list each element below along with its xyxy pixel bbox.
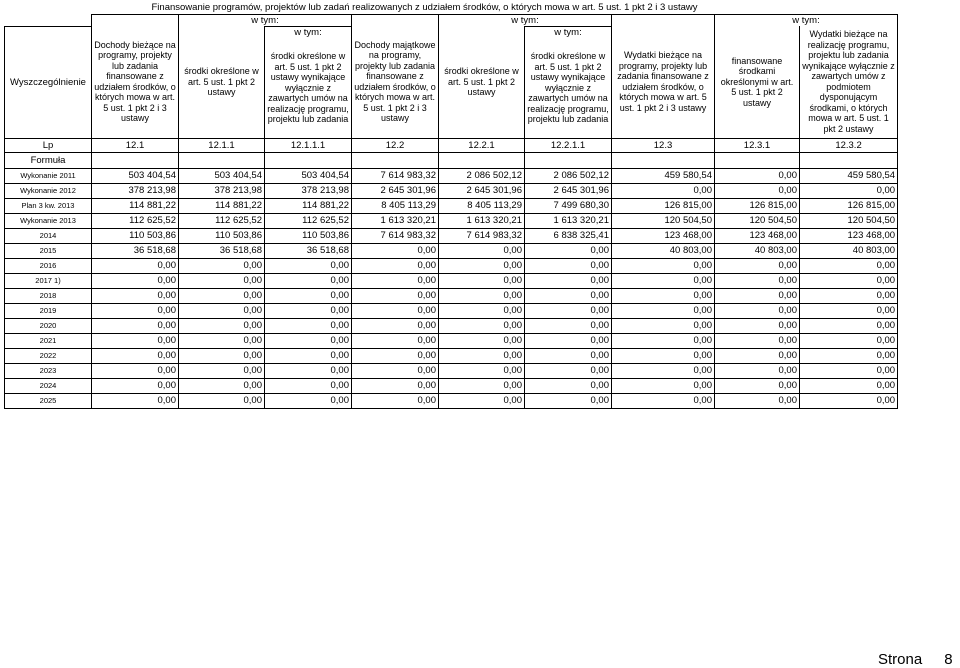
value-cell: 0,00: [352, 378, 439, 393]
value-cell: 0,00: [715, 393, 800, 408]
value-cell: 110 503,86: [265, 228, 352, 243]
value-cell: 0,00: [92, 288, 179, 303]
value-cell: 0,00: [800, 363, 898, 378]
w-tym-label: w tym:: [265, 26, 352, 38]
value-cell: 0,00: [179, 318, 265, 333]
value-cell: 0,00: [612, 273, 715, 288]
value-cell: 0,00: [265, 258, 352, 273]
value-cell: 7 499 680,30: [525, 198, 612, 213]
value-cell: 2 086 502,12: [525, 168, 612, 183]
formula-cell: [439, 152, 525, 168]
value-cell: 0,00: [265, 303, 352, 318]
row-label: 2014: [5, 228, 92, 243]
lp-code: 12.1: [92, 138, 179, 152]
value-cell: 503 404,54: [92, 168, 179, 183]
value-cell: 123 468,00: [612, 228, 715, 243]
value-cell: 126 815,00: [800, 198, 898, 213]
value-cell: 0,00: [715, 168, 800, 183]
value-cell: 0,00: [439, 243, 525, 258]
row-label: 2019: [5, 303, 92, 318]
value-cell: 0,00: [92, 363, 179, 378]
row-label: 2015: [5, 243, 92, 258]
row-label: 2020: [5, 318, 92, 333]
header-col-12-2: Dochody majątkowe na programy, projekty lub zadania finansowane z udziałem środków, o których mowa w art. 5 ust. 1 pkt 2 i 3 ustawy: [352, 26, 439, 138]
value-cell: 0,00: [525, 288, 612, 303]
row-label: 2016: [5, 258, 92, 273]
formula-cell: [352, 152, 439, 168]
value-cell: 120 504,50: [715, 213, 800, 228]
row-label: 2017 1): [5, 273, 92, 288]
value-cell: 0,00: [352, 273, 439, 288]
value-cell: 8 405 113,29: [352, 198, 439, 213]
value-cell: 0,00: [715, 288, 800, 303]
header-col-12-3-1: finansowane środkami określonymi w art. 5 ust. 1 pkt 2 ustawy: [715, 26, 800, 138]
value-cell: 0,00: [92, 393, 179, 408]
value-cell: 0,00: [800, 183, 898, 198]
table-row: [5, 303, 898, 318]
value-cell: 459 580,54: [800, 168, 898, 183]
value-cell: 0,00: [265, 363, 352, 378]
table-row: [5, 168, 898, 183]
value-cell: 0,00: [800, 378, 898, 393]
value-cell: 0,00: [92, 273, 179, 288]
lp-code: 12.3: [612, 138, 715, 152]
blank-cell: [352, 14, 439, 26]
value-cell: 0,00: [800, 273, 898, 288]
value-cell: 0,00: [92, 303, 179, 318]
lp-code: 12.2: [352, 138, 439, 152]
value-cell: 0,00: [439, 288, 525, 303]
value-cell: 503 404,54: [265, 168, 352, 183]
table-row: [5, 393, 898, 408]
value-cell: 0,00: [800, 303, 898, 318]
table-row: [5, 378, 898, 393]
value-cell: 459 580,54: [612, 168, 715, 183]
value-cell: 120 504,50: [800, 213, 898, 228]
value-cell: 0,00: [612, 258, 715, 273]
value-cell: 0,00: [525, 258, 612, 273]
value-cell: 114 881,22: [179, 198, 265, 213]
value-cell: 1 613 320,21: [525, 213, 612, 228]
value-cell: 378 213,98: [179, 183, 265, 198]
value-cell: 0,00: [715, 333, 800, 348]
value-cell: 0,00: [439, 333, 525, 348]
value-cell: 0,00: [525, 273, 612, 288]
value-cell: 0,00: [525, 348, 612, 363]
value-cell: 123 468,00: [800, 228, 898, 243]
value-cell: 0,00: [179, 348, 265, 363]
value-cell: 0,00: [352, 363, 439, 378]
value-cell: 503 404,54: [179, 168, 265, 183]
value-cell: 0,00: [612, 393, 715, 408]
table-row: [5, 243, 898, 258]
value-cell: 0,00: [800, 318, 898, 333]
table-title: Finansowanie programów, projektów lub zadań realizowanych z udziałem środków, o których mowa w art. 5 ust. 1 pkt 2 i 3 ustawy: [92, 2, 898, 14]
row-label: Wykonanie 2011: [5, 168, 92, 183]
row-label: 2023: [5, 363, 92, 378]
value-cell: 0,00: [92, 333, 179, 348]
value-cell: 110 503,86: [179, 228, 265, 243]
value-cell: 120 504,50: [612, 213, 715, 228]
row-label: 2025: [5, 393, 92, 408]
value-cell: 0,00: [92, 318, 179, 333]
value-cell: 0,00: [265, 333, 352, 348]
blank-corner: [5, 2, 92, 14]
w-tym-label: w tym:: [715, 14, 898, 26]
header-wyszczegolnienie: Wyszczególnienie: [5, 26, 92, 138]
value-cell: 0,00: [179, 258, 265, 273]
row-label: Wykonanie 2012: [5, 183, 92, 198]
value-cell: 0,00: [179, 303, 265, 318]
value-cell: 0,00: [265, 348, 352, 363]
value-cell: 0,00: [265, 288, 352, 303]
value-cell: 112 625,52: [265, 213, 352, 228]
lp-code: 12.2.1.1: [525, 138, 612, 152]
value-cell: 0,00: [612, 363, 715, 378]
value-cell: 0,00: [439, 258, 525, 273]
lp-code: 12.1.1: [179, 138, 265, 152]
page-number: 8: [944, 651, 953, 668]
value-cell: 36 518,68: [265, 243, 352, 258]
value-cell: 0,00: [179, 273, 265, 288]
table-row: [5, 363, 898, 378]
formula-cell: [800, 152, 898, 168]
value-cell: 40 803,00: [612, 243, 715, 258]
formula-cell: [265, 152, 352, 168]
value-cell: 0,00: [525, 393, 612, 408]
value-cell: 36 518,68: [179, 243, 265, 258]
value-cell: 2 086 502,12: [439, 168, 525, 183]
value-cell: 0,00: [265, 318, 352, 333]
row-label: Plan 3 kw. 2013: [5, 198, 92, 213]
value-cell: 0,00: [612, 303, 715, 318]
table-row: [5, 318, 898, 333]
value-cell: 2 645 301,96: [439, 183, 525, 198]
value-cell: 114 881,22: [265, 198, 352, 213]
header-col-12-1-1: środki określone w art. 5 ust. 1 pkt 2 ustawy: [179, 26, 265, 138]
value-cell: 0,00: [352, 258, 439, 273]
value-cell: 2 645 301,96: [525, 183, 612, 198]
financing-table: [4, 2, 898, 409]
value-cell: 0,00: [179, 378, 265, 393]
header-col-12-1-1-1: środki określone w art. 5 ust. 1 pkt 2 ustawy wynikające wyłącznie z zawartych umów na realizację programu, projektu lub zadania: [265, 38, 352, 138]
formula-cell: [179, 152, 265, 168]
value-cell: 0,00: [525, 303, 612, 318]
value-cell: 0,00: [612, 318, 715, 333]
value-cell: 0,00: [439, 318, 525, 333]
value-cell: 0,00: [179, 333, 265, 348]
value-cell: 0,00: [92, 378, 179, 393]
value-cell: 0,00: [715, 348, 800, 363]
value-cell: 0,00: [439, 273, 525, 288]
value-cell: 123 468,00: [715, 228, 800, 243]
blank-cell: [92, 14, 179, 26]
value-cell: 110 503,86: [92, 228, 179, 243]
value-cell: 0,00: [715, 258, 800, 273]
row-label: 2021: [5, 333, 92, 348]
table-row: [5, 228, 898, 243]
value-cell: 0,00: [439, 348, 525, 363]
row-label: 2022: [5, 348, 92, 363]
value-cell: 0,00: [525, 318, 612, 333]
w-tym-label: w tym:: [179, 14, 352, 26]
value-cell: 378 213,98: [265, 183, 352, 198]
value-cell: 0,00: [715, 303, 800, 318]
header-col-12-3-2: Wydatki bieżące na realizację programu, projektu lub zadania wynikające wyłącznie z zawartych umów z podmiotem dysponującym środkami, o których mowa w art. 5 ust. 1 pkt 2 ustawy: [800, 26, 898, 138]
page-word: Strona: [878, 651, 923, 668]
value-cell: 378 213,98: [92, 183, 179, 198]
row-label: Wykonanie 2013: [5, 213, 92, 228]
row-label: 2024: [5, 378, 92, 393]
value-cell: 0,00: [715, 183, 800, 198]
value-cell: 126 815,00: [612, 198, 715, 213]
table-row: [5, 333, 898, 348]
value-cell: 0,00: [265, 378, 352, 393]
value-cell: 126 815,00: [715, 198, 800, 213]
formula-label: Formuła: [5, 152, 92, 168]
value-cell: 7 614 983,32: [352, 168, 439, 183]
value-cell: 0,00: [525, 378, 612, 393]
header-col-12-1: Dochody bieżące na programy, projekty lub zadania finansowane z udziałem środków, o których mowa w art. 5 ust. 1 pkt 2 i 3 ustawy: [92, 26, 179, 138]
header-col-12-2-1: środki określone w art. 5 ust. 1 pkt 2 ustawy: [439, 26, 525, 138]
value-cell: 0,00: [715, 363, 800, 378]
value-cell: 0,00: [612, 333, 715, 348]
value-cell: 0,00: [800, 258, 898, 273]
value-cell: 0,00: [179, 363, 265, 378]
value-cell: 114 881,22: [92, 198, 179, 213]
table-row: [5, 258, 898, 273]
header-col-12-2-1-1: środki określone w art. 5 ust. 1 pkt 2 ustawy wynikające wyłącznie z zawartych umów na realizację programu, projektu lub zadania: [525, 38, 612, 138]
lp-code: 12.2.1: [439, 138, 525, 152]
value-cell: 0,00: [265, 393, 352, 408]
value-cell: 0,00: [92, 258, 179, 273]
value-cell: 0,00: [612, 348, 715, 363]
formula-row: [5, 152, 898, 168]
value-cell: 0,00: [800, 393, 898, 408]
formula-cell: [715, 152, 800, 168]
value-cell: 112 625,52: [179, 213, 265, 228]
value-cell: 0,00: [352, 318, 439, 333]
blank-cell: [5, 14, 92, 26]
value-cell: 0,00: [612, 183, 715, 198]
value-cell: 0,00: [525, 243, 612, 258]
table-row: [5, 348, 898, 363]
value-cell: 1 613 320,21: [439, 213, 525, 228]
lp-code: 12.3.2: [800, 138, 898, 152]
value-cell: 0,00: [525, 333, 612, 348]
value-cell: 6 838 325,41: [525, 228, 612, 243]
value-cell: 36 518,68: [92, 243, 179, 258]
value-cell: 0,00: [800, 348, 898, 363]
value-cell: 2 645 301,96: [352, 183, 439, 198]
value-cell: 0,00: [439, 378, 525, 393]
value-cell: 0,00: [265, 273, 352, 288]
value-cell: 112 625,52: [92, 213, 179, 228]
value-cell: 0,00: [715, 318, 800, 333]
lp-row: [5, 138, 898, 152]
value-cell: 0,00: [439, 393, 525, 408]
value-cell: 40 803,00: [800, 243, 898, 258]
value-cell: 0,00: [439, 303, 525, 318]
table-row: [5, 198, 898, 213]
table-row: [5, 183, 898, 198]
value-cell: 0,00: [612, 378, 715, 393]
value-cell: 7 614 983,32: [439, 228, 525, 243]
row-label: 2018: [5, 288, 92, 303]
value-cell: 0,00: [800, 288, 898, 303]
value-cell: 0,00: [179, 288, 265, 303]
w-tym-label: w tym:: [439, 14, 612, 26]
value-cell: 1 613 320,21: [352, 213, 439, 228]
lp-code: 12.1.1.1: [265, 138, 352, 152]
lp-label: Lp: [5, 138, 92, 152]
page-footer: [878, 651, 960, 668]
formula-cell: [612, 152, 715, 168]
value-cell: 0,00: [352, 393, 439, 408]
value-cell: 0,00: [439, 363, 525, 378]
table-row: [5, 288, 898, 303]
value-cell: 0,00: [352, 288, 439, 303]
financing-table-container: [4, 2, 898, 409]
value-cell: 0,00: [179, 393, 265, 408]
blank-cell: [612, 14, 715, 26]
lp-code: 12.3.1: [715, 138, 800, 152]
value-cell: 0,00: [352, 303, 439, 318]
value-cell: 0,00: [352, 333, 439, 348]
value-cell: 40 803,00: [715, 243, 800, 258]
formula-cell: [92, 152, 179, 168]
value-cell: 0,00: [800, 333, 898, 348]
w-tym-label: w tym:: [525, 26, 612, 38]
value-cell: 0,00: [352, 348, 439, 363]
value-cell: 0,00: [525, 363, 612, 378]
table-row: [5, 213, 898, 228]
value-cell: 7 614 983,32: [352, 228, 439, 243]
formula-cell: [525, 152, 612, 168]
value-cell: 0,00: [352, 243, 439, 258]
table-row: [5, 273, 898, 288]
value-cell: 0,00: [612, 288, 715, 303]
value-cell: 0,00: [715, 378, 800, 393]
value-cell: 0,00: [715, 273, 800, 288]
value-cell: 8 405 113,29: [439, 198, 525, 213]
table-body: [5, 168, 898, 408]
value-cell: 0,00: [92, 348, 179, 363]
header-col-12-3: Wydatki bieżące na programy, projekty lub zadania finansowane z udziałem środków, o których mowa w art. 5 ust. 1 pkt 2 i 3 ustawy: [612, 26, 715, 138]
